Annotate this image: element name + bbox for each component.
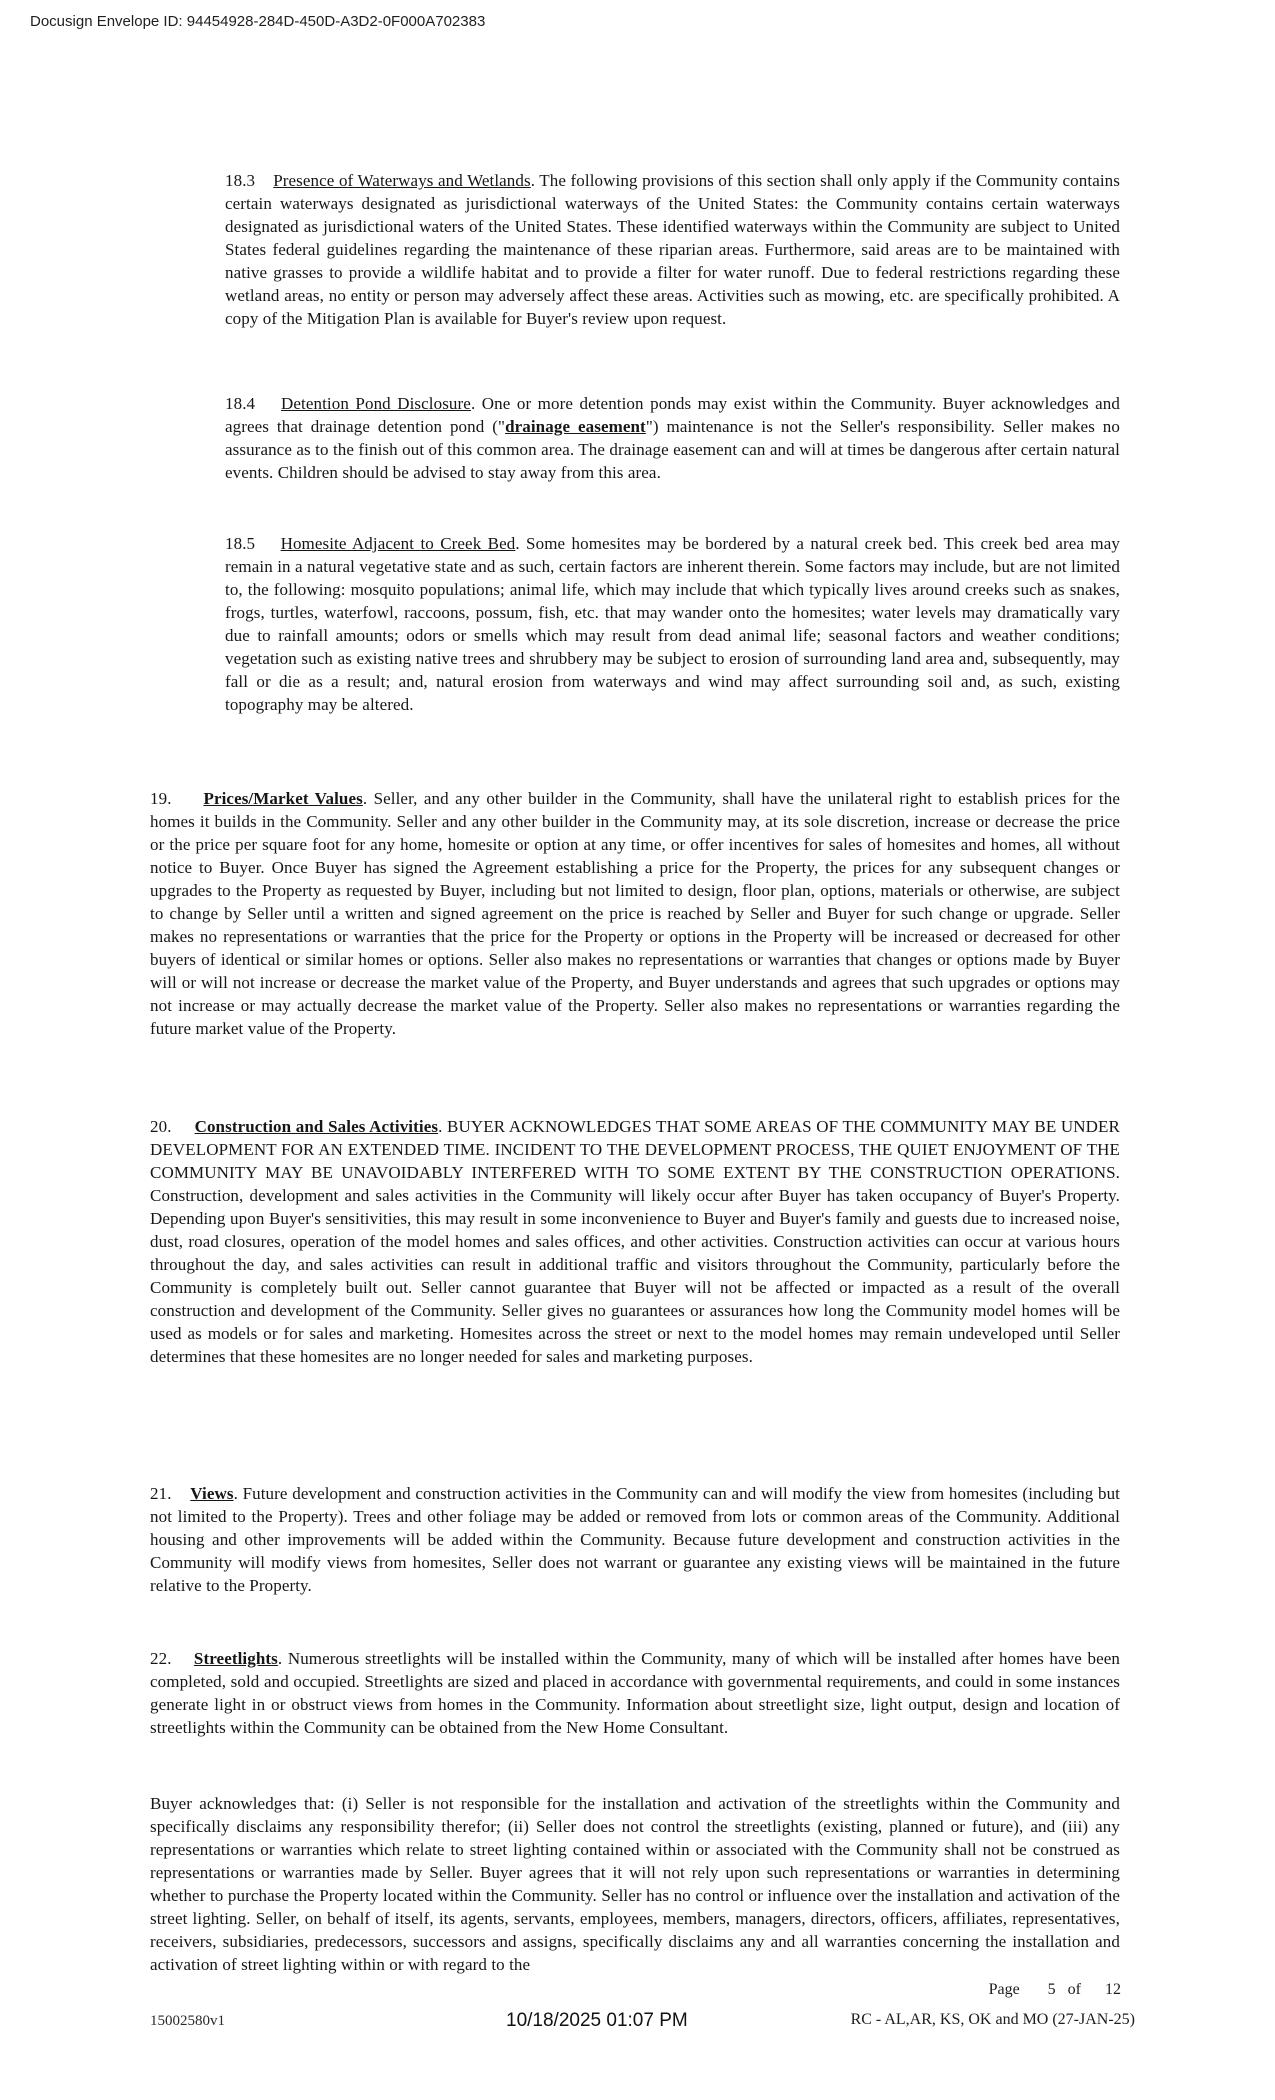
- page-indicator-label: Page: [988, 1981, 1020, 1998]
- form-revision-code: RC - AL,AR, KS, OK and MO (27-JAN-25): [850, 2011, 1135, 2028]
- section-19-prices-market-values: 19. Prices/Market Values. Seller, and any other builder in the Community, shall have the unilateral right to establish prices for the homes it builds in the Community. Seller and any other builder in the Community may, at its sole discretion, increase or decrease the price or the price per square foot for any home, homesite or option at any time, or offer incentives for sales of homesites and homes, all without notice to Buyer. Once Buyer has signed the Agreement establishing a price for the Property, the prices for any subsequent changes or upgrades to the Property as requested by Buyer, including but not limited to design, floor plan, options, materials or otherwise, are subject to change by Seller until a written and signed agreement on the price is reached by Seller and Buyer for such change or upgrade. Seller makes no representations or warranties that the price for the Property or options in the Property will be increased or decreased for other buyers of identical or similar homes or options. Seller also makes no representations or warranties that changes or options made by Buyer will or will not increase or decrease the market value of the Property, and Buyer understands and agrees that such upgrades or options may not increase or may actually decrease the market value of the Property. Seller also makes no representations or warranties regarding the future market value of the Property.: [150, 789, 1120, 1038]
- section-18-5-homesite-creek-bed: 18.5 Homesite Adjacent to Creek Bed. Some homesites may be bordered by a natural creek bed. This creek bed area may remain in a natural vegetative state and as such, certain factors are inherent therein. Some factors may include, but are not limited to, the following: mosquito populations; animal life, which may include that which typically lives around creeks such as snakes, frogs, turtles, waterfowl, raccoons, possum, fish, etc. that may wander onto the homesites; water levels may dramatically vary due to rainfall amounts; odors or smells which may result from dead animal life; seasonal factors and weather conditions; vegetation such as existing native trees and shrubbery may be subject to erosion of surrounding land area and, subsequently, may fall or die as a result; and, natural erosion from waterways and wind may affect surrounding soil and, as such, existing topography may be altered.: [225, 534, 1120, 714]
- page-indicator-of: of: [1067, 1981, 1081, 1998]
- page-current-number: 5: [1047, 1981, 1056, 1998]
- section-22-streetlights: 22. Streetlights. Numerous streetlights will be installed within the Community, many of which will be installed after homes have been completed, sold and occupied. Streetlights are sized and placed in accordance with governmental requirements, and could in some instances generate light in or obstruct views from homes in the Community. Information about streetlight size, light output, design and location of streetlights within the Community can be obtained from the New Home Consultant.: [150, 1649, 1120, 1737]
- date-time-stamp: 10/18/2025 01:07 PM: [506, 2010, 688, 2031]
- page-total-number: 12: [1105, 1981, 1121, 1998]
- section-18-4-detention-pond: 18.4 Detention Pond Disclosure. One or more detention ponds may exist within the Community. Buyer acknowledges and agrees that drainage detention pond ("drainage easement") maintenance is not the Seller's responsibility. Seller makes no assurance as to the finish out of this common area. The drainage easement can and will at times be dangerous after certain natural events. Children should be advised to stay away from this area.: [225, 394, 1120, 482]
- docusign-envelope-id: Docusign Envelope ID: 94454928-284D-450D-A3D2-0F000A702383: [30, 13, 486, 30]
- document-number: 15002580v1: [150, 2013, 225, 2029]
- section-18-3-waterways-wetlands: 18.3 Presence of Waterways and Wetlands. The following provisions of this section shall only apply if the Community contains certain waterways designated as jurisdictional waterways of the United States: the Community contains certain waterways designated as jurisdictional waters of the United States. These identified waterways within the Community are subject to United States federal guidelines regarding the maintenance of these riparian areas. Furthermore, said areas are to be maintained with native grasses to provide a wildlife habitat and to provide a filter for water runoff. Due to federal restrictions regarding these wetland areas, no entity or person may adversely affect these areas. Activities such as mowing, etc. are specifically prohibited. A copy of the Mitigation Plan is available for Buyer's review upon request.: [225, 171, 1120, 328]
- section-21-views: 21. Views. Future development and construction activities in the Community can and will modify the view from homesites (including but not limited to the Property). Trees and other foliage may be added or removed from lots or common areas of the Community. Additional housing and other improvements will be added within the Community. Because future development and construction activities in the Community will modify views from homesites, Seller does not warrant or guarantee any existing views will be maintained in the future relative to the Property.: [150, 1484, 1121, 1595]
- section-20-construction-sales-activities: 20. Construction and Sales Activities. BUYER ACKNOWLEDGES THAT SOME AREAS OF THE COMMUNITY MAY BE UNDER DEVELOPMENT FOR AN EXTENDED TIME. INCIDENT TO THE DEVELOPMENT PROCESS, THE QUIET ENJOYMENT OF THE COMMUNITY MAY BE UNAVOIDABLY INTERFERED WITH TO SOME EXTENT BY THE CONSTRUCTION OPERATIONS. Construction, development and sales activities in the Community will likely occur after Buyer has taken occupancy of Buyer's Property. Depending upon Buyer's sensitivities, this may result in some inconvenience to Buyer and Buyer's family and guests due to increased noise, dust, road closures, operation of the model homes and sales offices, and other activities. Construction activities can occur at various hours throughout the day, and sales activities can result in additional traffic and visitors throughout the Community, particularly before the Community is completely built out. Seller cannot guarantee that Buyer will not be affected or impacted as a result of the overall construction and development of the Community. Seller gives no guarantees or assurances how long the Community model homes will be used as models or for sales and marketing. Homesites across the street or next to the model homes may remain undeveloped until Seller determines that these homesites are no longer needed for sales and marketing purposes.: [150, 1117, 1120, 1366]
- buyer-acknowledgement-paragraph: Buyer acknowledges that: (i) Seller is not responsible for the installation and activation of the streetlights within the Community and specifically disclaims any responsibility therefor; (ii) Seller does not control the streetlights (existing, planned or future), and (iii) any representations or warranties which relate to street lighting contained within or associated with the Community shall not be construed as representations or warranties made by Seller. Buyer agrees that it will not rely upon such representations or warranties in determining whether to purchase the Property located within the Community. Seller has no control or influence over the installation and activation of the street lighting. Seller, on behalf of itself, its agents, servants, employees, members, managers, directors, officers, affiliates, representatives, receivers, subsidiaries, predecessors, successors and assigns, specifically disclaims any and all warranties concerning the installation and activation of street lighting within or with regard to the: [150, 1794, 1120, 1974]
- page-indicator: [989, 1981, 1121, 1999]
